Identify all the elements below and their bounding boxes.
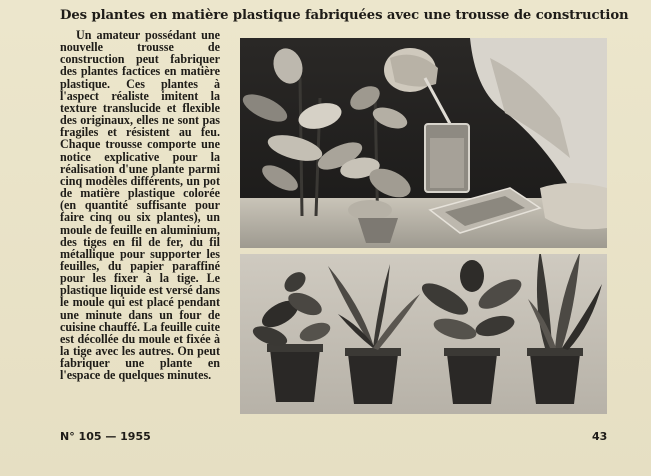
photo-potted-plants-image bbox=[240, 254, 607, 414]
photo-plant-assembly-image bbox=[240, 38, 607, 248]
photo-potted-plants bbox=[240, 254, 607, 414]
article-title: Des plantes en matière plastique fabriquées avec une trousse de construction bbox=[60, 8, 629, 23]
photo-plant-assembly bbox=[240, 38, 607, 248]
article-body: Un amateur possédant une nouvelle trousse de construction peut fabriquer des plantes factices en matière plastique. Ces plantes à l'aspect réaliste imitent la texture translucide et flexible des originaux, elles ne sont pas fragiles et résistent au feu. Chaque trousse comporte une notice explicative pour la réalisation d'une plante parmi cinq modèles différents, un pot de matière plastique colorée (en quantité suffisante pour faire cinq ou six plantes), un moule de feuille en aluminium, des tiges en fil de fer, du fil métallique pour supporter les feuilles, du papier paraffiné pour les fixer à la tige. Le plastique liquide est versé dans le moule qui est placé pendant une minute dans un four de cuisine chauffé. La feuille cuite est décollée du moule et fixée à la tige avec les autres. On peut fabriquer une plante en l'espace de quelques minutes. bbox=[60, 28, 220, 383]
issue-number: N° 105 — 1955 bbox=[60, 430, 151, 443]
page-number: 43 bbox=[592, 430, 608, 443]
